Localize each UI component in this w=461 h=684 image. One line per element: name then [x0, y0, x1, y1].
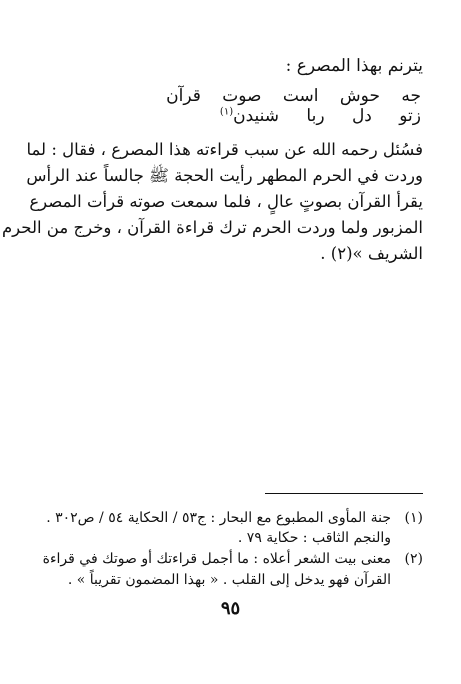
- footnote-2-text-1: معنى بيت الشعر أعلاه : ما أجمل قراءتك أو صوتك في قراءة: [42, 551, 391, 567]
- footnote-2-number: (٢): [404, 551, 423, 567]
- intro-line: يترنم بهذا المصرع :: [285, 56, 423, 76]
- paragraph-line-2: وردت في الحرم المطهر رأيت الحجة ﷺ جالساً عند الرأس: [26, 166, 423, 185]
- footnote-1-text-1: جنة المأوى المطبوع مع البحار : ج٥٣ / الحكاية ٥٤ / ص٣٠٢ .: [46, 510, 391, 526]
- page-number: ٩٥: [220, 598, 241, 619]
- footnote-2-line-2: [31, 572, 423, 588]
- footnote-2-line-1: [31, 551, 423, 567]
- footnote-2-text-2: القرآن فهو يدخل إلى القلب . « بهذا المضمون تقريباً » .: [67, 572, 391, 588]
- paragraph-line-4: المزبور ولما وردت الحرم ترك قراءة القرآن ، وخرج من الحرم: [1, 218, 423, 237]
- footnote-1-text-2: والنجم الثاقب : حكاية ٧٩ .: [237, 530, 391, 546]
- footnote-1-line-2: [31, 530, 423, 546]
- footnote-ref-1: (١): [219, 106, 234, 118]
- paragraph-line-5: الشريف »(٢) .: [320, 244, 423, 263]
- paragraph-line-3: يقرأ القرآن بصوتٍ عالٍ ، فلما سمعت صوته قرأت المصرع: [29, 192, 423, 211]
- footnote-1-line-1: [31, 510, 423, 526]
- verse-line-2: [220, 106, 421, 126]
- footnote-1-number: (١): [404, 510, 423, 526]
- verse-line-1: جه حوش است صوت قرآن: [166, 86, 421, 106]
- footnote-divider: [265, 493, 423, 494]
- paragraph-line-1: فسُئل رحمه الله عن سبب قراءته هذا المصرع ، فقال : لما: [26, 140, 423, 159]
- verse-line-2-text: زتو دل ربا شنيدن: [233, 106, 421, 126]
